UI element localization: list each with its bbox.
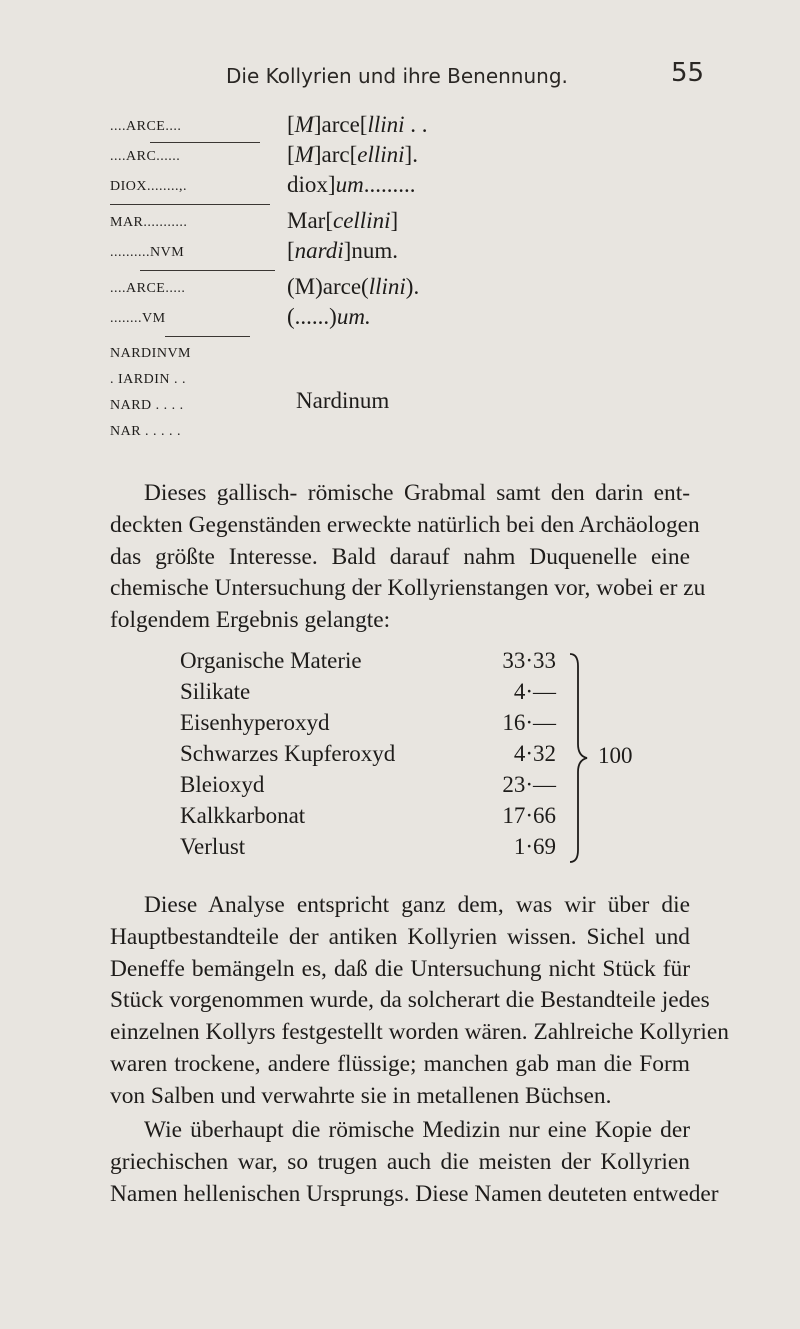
inscription-text: DIOX........,. — [110, 179, 187, 194]
component-value: 4·32 — [513, 741, 556, 766]
inscription-text: ....ARC...... — [110, 149, 181, 164]
inscription-text: NARD . . . . — [110, 398, 184, 413]
component-value: 23·— — [502, 772, 556, 797]
component-value: 33·33 — [502, 648, 556, 673]
text-line: Wie überhaupt die römische Medizin nur eine Kopie der — [144, 1117, 690, 1143]
inscription-reading: (M)arce(llini). — [287, 274, 420, 299]
paragraph — [110, 890, 729, 1113]
analysis-total: 100 — [598, 743, 633, 768]
text-line: einzelnen Kollyrs festgestellt worden wären. Zahlreiche Kollyrien — [110, 1019, 729, 1046]
component-name: Organische Materie — [180, 648, 362, 673]
divider — [165, 336, 250, 337]
inscription-row — [0, 238, 800, 270]
text-line: Namen hellenischen Ursprungs. Diese Namen deuteten entweder — [110, 1180, 719, 1207]
component-name: Eisenhyperoxyd — [180, 710, 330, 735]
paragraph — [110, 478, 706, 637]
inscription-reading: (......)um. — [287, 304, 371, 329]
component-name: Kalkkarbonat — [180, 803, 306, 828]
inscription-row — [0, 208, 800, 240]
table-row — [180, 803, 580, 834]
text-line: Dieses gallisch- römische Grabmal samt den darin ent- — [144, 480, 690, 506]
inscription-text: MAR........... — [110, 215, 188, 230]
component-name: Silikate — [180, 679, 251, 704]
inscription-reading: [M]arce[llini . . — [287, 112, 428, 137]
inscription-text: NARDINVM — [110, 346, 191, 361]
text-line: Deneffe bemängeln es, daß die Untersuchung nicht Stück für — [110, 955, 690, 982]
curly-brace-icon — [568, 652, 590, 864]
page-number: 55 — [671, 58, 705, 88]
table-row — [180, 648, 580, 679]
text-line: das größte Interesse. Bald darauf nahm Duquenelle eine — [110, 543, 690, 570]
text-line: von Salben und verwahrte sie in metallenen Büchsen. — [110, 1082, 612, 1109]
inscription-reading: Mar[cellini] — [287, 208, 399, 233]
inscription-text: ....ARCE..... — [110, 281, 186, 296]
table-row — [180, 772, 580, 803]
inscription-reading: [nardi]num. — [287, 238, 398, 263]
paragraph — [110, 1115, 719, 1210]
text-line: deckten Gegenständen erweckte natürlich bei den Archäologen — [110, 511, 700, 538]
inscription-text: ....ARCE.... — [110, 119, 182, 134]
inscription-text: ........VM — [110, 311, 166, 326]
text-line: Hauptbestandteile der antiken Kollyrien wissen. Sichel und — [110, 923, 690, 950]
inscription-text: ..........NVM — [110, 245, 185, 260]
text-line: chemische Untersuchung der Kollyrienstangen vor, wobei er zu — [110, 575, 706, 602]
text-line: Stück vorgenommen wurde, da solcherart die Bestandteile jedes — [110, 987, 710, 1014]
table-row — [180, 710, 580, 741]
component-name: Bleioxyd — [180, 772, 265, 797]
inscription-row — [0, 142, 800, 174]
component-name: Schwarzes Kupferoxyd — [180, 741, 396, 766]
text-line: folgendem Ergebnis gelangte: — [110, 607, 391, 634]
inscription-reading: [M]arc[ellini]. — [287, 142, 418, 167]
table-row — [180, 679, 580, 710]
divider — [140, 270, 275, 271]
text-line: Diese Analyse entspricht ganz dem, was wir über die — [144, 892, 690, 918]
inscription-row — [0, 304, 800, 336]
inscription-text: NAR . . . . . — [110, 424, 182, 439]
inscription-reading: diox]um......... — [287, 172, 416, 197]
table-row — [180, 741, 580, 772]
inscription-row — [0, 112, 800, 144]
table-row — [180, 834, 580, 865]
component-value: 16·— — [502, 710, 556, 735]
component-value: 4·— — [513, 679, 556, 704]
component-value: 1·69 — [513, 834, 556, 859]
divider — [110, 204, 270, 205]
text-line: waren trockene, andere flüssige; manchen gab man die Form — [110, 1050, 690, 1077]
inscription-row — [0, 172, 800, 204]
inscription-text: . IARDIN . . — [110, 372, 186, 387]
text-line: griechischen war, so trugen auch die meisten der Kollyrien — [110, 1148, 690, 1175]
component-value: 17·66 — [502, 803, 556, 828]
inscription-table — [0, 0, 800, 329]
component-name: Verlust — [180, 834, 246, 859]
inscription-row — [0, 274, 800, 306]
inscription-reading: Nardinum — [296, 388, 390, 413]
analysis-table — [180, 648, 680, 878]
running-title: Die Kollyrien und ihre Benennung. — [226, 64, 568, 88]
